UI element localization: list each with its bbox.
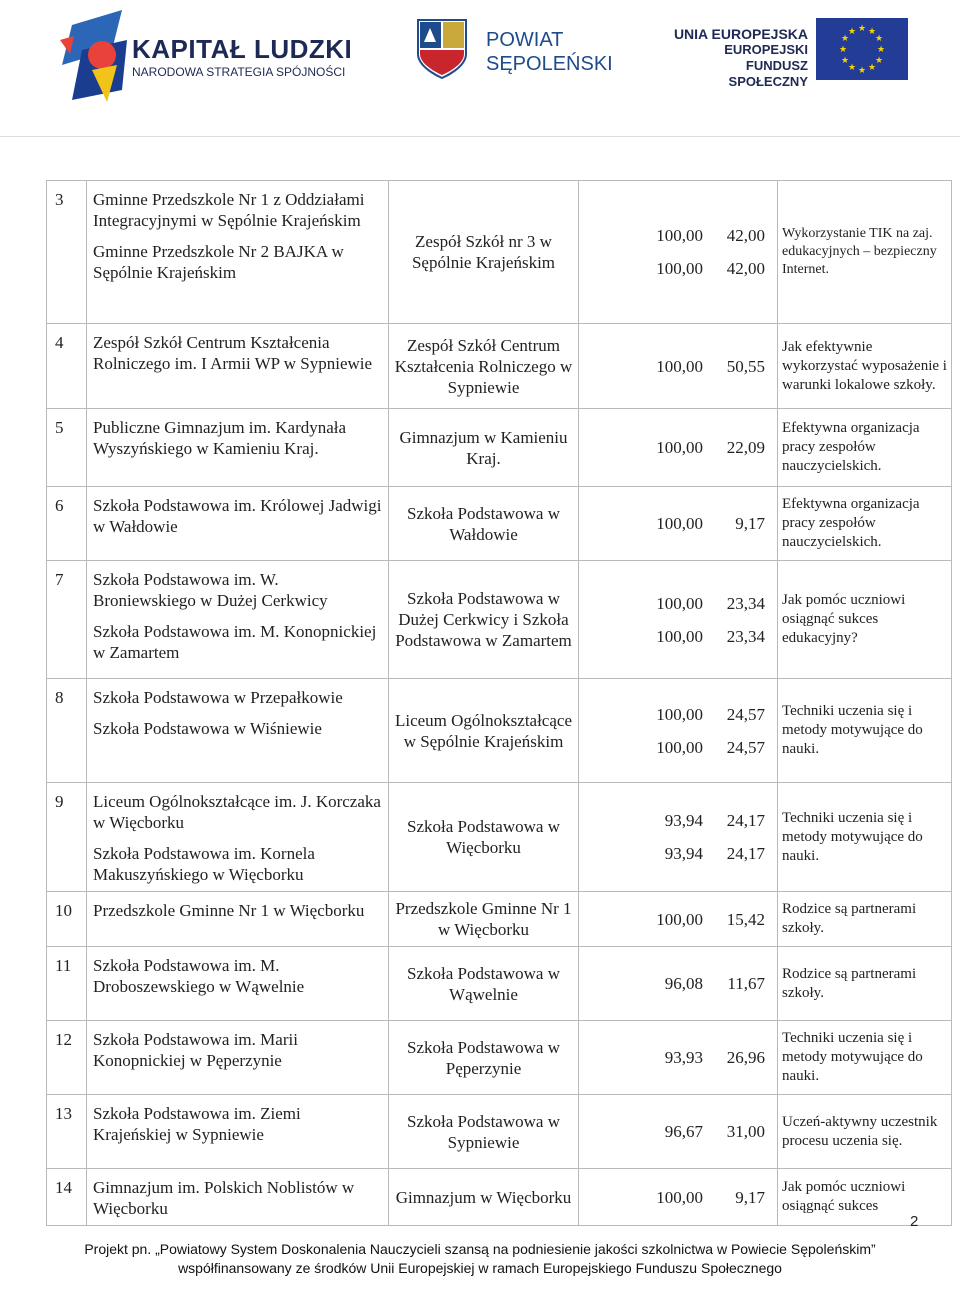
footer-line2: współfinansowany ze środków Unii Europejskiej w ramach Europejskiego Funduszu Społecznego bbox=[178, 1260, 782, 1276]
values-cell bbox=[579, 409, 778, 487]
school-name: Szkoła Podstawowa im. Ziemi Krajeńskiej w Sypniewie bbox=[93, 1104, 301, 1144]
values-cell bbox=[579, 561, 778, 679]
value-score: 23,34 bbox=[726, 626, 765, 646]
row-number: 4 bbox=[47, 324, 87, 409]
row-number: 3 bbox=[47, 181, 87, 324]
footer-line1: Projekt pn. „Powiatowy System Doskonalenia Nauczycieli szansą na podniesienie jakości szkolnictwa w Powiecie Sępoleńskim” bbox=[84, 1241, 876, 1257]
value-pair bbox=[579, 731, 777, 764]
school-names bbox=[87, 947, 389, 1021]
training-topic: Techniki uczenia się i metody motywujące do nauki. bbox=[778, 679, 952, 783]
value-score: 15,42 bbox=[726, 909, 765, 929]
header-divider bbox=[0, 136, 960, 137]
table-row bbox=[47, 561, 952, 679]
eu-line2: EUROPEJSKI bbox=[724, 42, 808, 57]
host-school: Szkoła Podstawowa w Sypniewie bbox=[389, 1095, 579, 1169]
value-percent: 96,08 bbox=[664, 974, 703, 993]
school-name: Szkoła Podstawowa w Przepałkowie bbox=[93, 688, 343, 707]
value-score: 50,55 bbox=[726, 356, 765, 376]
value-score: 9,17 bbox=[735, 1187, 765, 1207]
svg-text:★: ★ bbox=[874, 34, 884, 44]
school-name: Szkoła Podstawowa im. M. Droboszewskiego w Wąwelnie bbox=[93, 956, 305, 996]
training-topic: Jak pomóc uczniowi osiągnąć sukces edukacyjny? bbox=[778, 561, 952, 679]
page-number: 2 bbox=[910, 1213, 919, 1230]
row-number: 12 bbox=[47, 1021, 87, 1095]
school-name: Publiczne Gimnazjum im. Kardynała Wyszyńskiego w Kamieniu Kraj. bbox=[93, 418, 347, 458]
value-score: 9,17 bbox=[735, 514, 765, 533]
value-score: 42,00 bbox=[726, 226, 765, 245]
host-school: Przedszkole Gminne Nr 1 w Więcborku bbox=[389, 892, 579, 947]
value-score: 42,00 bbox=[726, 259, 765, 278]
value-pair bbox=[579, 507, 777, 540]
table-row bbox=[47, 783, 952, 892]
table-row bbox=[47, 947, 952, 1021]
school-name: Szkoła Podstawowa im. W. Broniewskiego w Dużej Cerkwicy bbox=[93, 570, 328, 610]
host-school: Gimnazjum w Więcborku bbox=[389, 1169, 579, 1226]
powiat-line2: SĘPOLEŃSKI bbox=[486, 53, 613, 75]
value-pair bbox=[579, 350, 777, 383]
value-percent: 100,00 bbox=[656, 626, 703, 646]
value-percent: 96,67 bbox=[664, 1122, 703, 1141]
training-topic: Rodzice są partnerami szkoły. bbox=[778, 892, 952, 947]
row-number: 8 bbox=[47, 679, 87, 783]
values-cell bbox=[579, 324, 778, 409]
table-row bbox=[47, 1095, 952, 1169]
school-name: Szkoła Podstawowa im. Marii Konopnickiej w Pęperzynie bbox=[93, 1030, 298, 1070]
svg-text:★: ★ bbox=[867, 27, 877, 37]
value-percent: 93,94 bbox=[664, 811, 703, 830]
training-topic: Techniki uczenia się i metody motywujące do nauki. bbox=[778, 783, 952, 892]
svg-text:★: ★ bbox=[847, 63, 857, 73]
svg-text:★: ★ bbox=[857, 24, 867, 34]
school-name: Szkoła Podstawowa im. Królowej Jadwigi w Wałdowie bbox=[93, 496, 382, 536]
eu-line3: FUNDUSZ SPOŁECZNY bbox=[728, 58, 808, 89]
value-percent: 100,00 bbox=[656, 514, 703, 533]
value-score: 26,96 bbox=[726, 1048, 765, 1067]
school-names bbox=[87, 1095, 389, 1169]
row-number: 6 bbox=[47, 487, 87, 561]
training-topic: Jak efektywnie wykorzystać wyposażenie i warunki lokalowe szkoły. bbox=[778, 324, 952, 409]
row-number: 11 bbox=[47, 947, 87, 1021]
row-number: 10 bbox=[47, 892, 87, 947]
value-percent: 100,00 bbox=[656, 909, 703, 929]
eu-line1: UNIA EUROPEJSKA bbox=[673, 26, 808, 42]
table-row bbox=[47, 487, 952, 561]
page-footer bbox=[0, 1240, 960, 1278]
schools-table-body bbox=[47, 181, 952, 1226]
school-names bbox=[87, 324, 389, 409]
school-names bbox=[87, 1021, 389, 1095]
value-percent: 100,00 bbox=[656, 593, 703, 613]
host-school: Zespół Szkół Centrum Kształcenia Rolniczego w Sypniewie bbox=[389, 324, 579, 409]
value-score: 22,09 bbox=[726, 438, 765, 457]
value-score: 23,34 bbox=[726, 593, 765, 613]
table-row bbox=[47, 1021, 952, 1095]
value-score: 31,00 bbox=[726, 1122, 765, 1141]
training-topic: Wykorzystanie TIK na zaj. edukacyjnych – bezpieczny Internet. bbox=[778, 181, 952, 324]
value-pair bbox=[579, 804, 777, 837]
school-names bbox=[87, 409, 389, 487]
value-pair bbox=[579, 837, 777, 870]
host-school: Szkoła Podstawowa w Dużej Cerkwicy i Szkoła Podstawowa w Zamartem bbox=[389, 561, 579, 679]
value-percent: 100,00 bbox=[656, 737, 703, 757]
svg-text:★: ★ bbox=[838, 45, 848, 55]
eu-flag-icon bbox=[816, 18, 908, 80]
table-row bbox=[47, 181, 952, 324]
value-pair bbox=[579, 1181, 777, 1214]
values-cell bbox=[579, 1021, 778, 1095]
school-name: Szkoła Podstawowa im. M. Konopnickiej w Zamartem bbox=[93, 622, 377, 662]
row-number: 5 bbox=[47, 409, 87, 487]
value-pair bbox=[579, 431, 777, 464]
host-school: Szkoła Podstawowa w Wałdowie bbox=[389, 487, 579, 561]
value-percent: 100,00 bbox=[656, 356, 703, 376]
host-school: Liceum Ogólnokształcące w Sępólnie Krajeńskim bbox=[389, 679, 579, 783]
value-percent: 100,00 bbox=[656, 259, 703, 278]
value-pair bbox=[579, 1115, 777, 1148]
powiat-name bbox=[486, 28, 613, 76]
svg-text:★: ★ bbox=[847, 27, 857, 37]
host-school: Gimnazjum w Kamieniu Kraj. bbox=[389, 409, 579, 487]
value-percent: 93,94 bbox=[664, 844, 703, 863]
school-names bbox=[87, 892, 389, 947]
value-pair bbox=[579, 620, 777, 653]
svg-text:★: ★ bbox=[867, 63, 877, 73]
row-number: 13 bbox=[47, 1095, 87, 1169]
school-names bbox=[87, 561, 389, 679]
school-name: Liceum Ogólnokształcące im. J. Korczaka w Więcborku bbox=[93, 792, 381, 832]
schools-table bbox=[46, 180, 952, 1226]
value-percent: 100,00 bbox=[656, 1187, 703, 1207]
svg-text:★: ★ bbox=[876, 45, 886, 55]
value-percent: 93,93 bbox=[664, 1048, 703, 1067]
values-cell bbox=[579, 1095, 778, 1169]
value-percent: 100,00 bbox=[656, 704, 703, 724]
row-number: 7 bbox=[47, 561, 87, 679]
powiat-crest-icon bbox=[416, 18, 468, 80]
training-topic: Efektywna organizacja pracy zespołów nauczycielskich. bbox=[778, 409, 952, 487]
training-topic: Efektywna organizacja pracy zespołów nauczycielskich. bbox=[778, 487, 952, 561]
school-names bbox=[87, 487, 389, 561]
table-row bbox=[47, 1169, 952, 1226]
value-pair bbox=[579, 698, 777, 731]
school-name: Gminne Przedszkole Nr 1 z Oddziałami Integracyjnymi w Sępólnie Krajeńskim bbox=[93, 190, 365, 230]
value-pair bbox=[579, 1041, 777, 1074]
page-header bbox=[0, 0, 960, 118]
value-score: 24,57 bbox=[726, 737, 765, 757]
svg-text:★: ★ bbox=[874, 56, 884, 66]
values-cell bbox=[579, 783, 778, 892]
school-name: Zespół Szkół Centrum Kształcenia Rolniczego im. I Armii WP w Sypniewie bbox=[93, 333, 373, 373]
row-number: 14 bbox=[47, 1169, 87, 1226]
value-score: 11,67 bbox=[727, 974, 765, 993]
table-row bbox=[47, 679, 952, 783]
svg-text:★: ★ bbox=[840, 34, 850, 44]
value-pair bbox=[579, 252, 777, 285]
values-cell bbox=[579, 679, 778, 783]
host-school: Zespół Szkół nr 3 w Sępólnie Krajeńskim bbox=[389, 181, 579, 324]
school-names bbox=[87, 679, 389, 783]
training-topic: Rodzice są partnerami szkoły. bbox=[778, 947, 952, 1021]
eu-label bbox=[670, 26, 808, 90]
value-pair bbox=[579, 967, 777, 1000]
row-number: 9 bbox=[47, 783, 87, 892]
svg-text:★: ★ bbox=[840, 56, 850, 66]
training-topic: Uczeń-aktywny uczestnik procesu uczenia się. bbox=[778, 1095, 952, 1169]
table-row bbox=[47, 409, 952, 487]
value-pair bbox=[579, 587, 777, 620]
school-name: Gimnazjum im. Polskich Noblistów w Więcborku bbox=[93, 1178, 355, 1218]
values-cell bbox=[579, 892, 778, 947]
training-topic: Techniki uczenia się i metody motywujące do nauki. bbox=[778, 1021, 952, 1095]
value-pair bbox=[579, 903, 777, 936]
school-name: Szkoła Podstawowa w Wiśniewie bbox=[93, 719, 322, 738]
value-percent: 100,00 bbox=[656, 226, 703, 245]
training-topic: Jak pomóc uczniowi osiągnąć sukces bbox=[778, 1169, 952, 1226]
host-school: Szkoła Podstawowa w Pęperzynie bbox=[389, 1021, 579, 1095]
value-score: 24,17 bbox=[726, 844, 765, 863]
values-cell bbox=[579, 1169, 778, 1226]
value-score: 24,17 bbox=[726, 811, 765, 830]
table-row bbox=[47, 892, 952, 947]
host-school: Szkoła Podstawowa w Więcborku bbox=[389, 783, 579, 892]
kapital-ludzki-subtitle: NARODOWA STRATEGIA SPÓJNOŚCI bbox=[132, 65, 346, 79]
school-names bbox=[87, 783, 389, 892]
kapital-ludzki-title: KAPITAŁ LUDZKI bbox=[132, 34, 353, 64]
svg-text:★: ★ bbox=[857, 66, 867, 76]
school-name: Szkoła Podstawowa im. Kornela Makuszyńskiego w Więcborku bbox=[93, 844, 315, 884]
values-cell bbox=[579, 181, 778, 324]
school-names bbox=[87, 181, 389, 324]
powiat-line1: POWIAT bbox=[486, 29, 564, 51]
value-score: 24,57 bbox=[726, 704, 765, 724]
school-names bbox=[87, 1169, 389, 1226]
school-name: Przedszkole Gminne Nr 1 w Więcborku bbox=[93, 901, 365, 920]
table-row bbox=[47, 324, 952, 409]
host-school: Szkoła Podstawowa w Wąwelnie bbox=[389, 947, 579, 1021]
school-name: Gminne Przedszkole Nr 2 BAJKA w Sępólnie Krajeńskim bbox=[93, 242, 344, 282]
value-percent: 100,00 bbox=[656, 438, 703, 457]
values-cell bbox=[579, 487, 778, 561]
value-pair bbox=[579, 219, 777, 252]
values-cell bbox=[579, 947, 778, 1021]
